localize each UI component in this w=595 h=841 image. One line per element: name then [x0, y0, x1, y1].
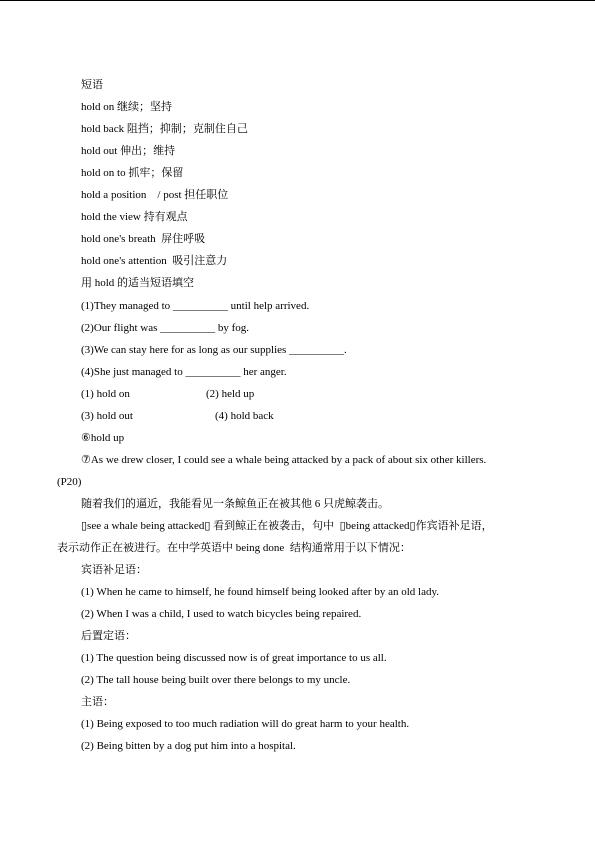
- usage-label: 主语：: [81, 696, 114, 708]
- phrase-item: hold on to 抓牢；保留: [81, 167, 184, 179]
- answer-3: (3) hold out: [81, 410, 133, 422]
- exercise-question: (2)Our flight was __________ by fog.: [81, 322, 250, 334]
- usage-example: (2) When I was a child, I used to watch bicycles being repaired.: [81, 608, 362, 620]
- phrases-heading: 短语: [81, 79, 103, 91]
- usage-example: (2) The tall house being built over there belongs to my uncle.: [81, 674, 351, 686]
- phrase-item: hold the view 持有观点: [81, 211, 188, 223]
- usage-label: 后置定语：: [81, 630, 136, 642]
- phrase-item: hold a position / post 担任职位: [81, 189, 229, 201]
- page-reference: (P20): [57, 476, 82, 488]
- usage-label: 宾语补足语：: [81, 564, 147, 576]
- answer-4: (4) hold back: [215, 410, 274, 422]
- exercise-question: (1)They managed to __________ until help arrived.: [81, 300, 310, 312]
- answer-6: ⑥hold up: [81, 432, 125, 444]
- exercise-question: (3)We can stay here for as long as our supplies __________.: [81, 344, 347, 356]
- phrase-item: hold back 阻挡；抑制；克制住自己: [81, 123, 248, 135]
- top-rule: [0, 0, 595, 1]
- phrase-item: hold on 继续；坚持: [81, 101, 173, 113]
- phrase-item: hold one's breath 屏住呼吸: [81, 233, 206, 245]
- answer-2: (2) held up: [206, 388, 255, 400]
- usage-example: (1) When he came to himself, he found himself being looked after by an old lady.: [81, 586, 440, 598]
- example-sentence: ⑦As we drew closer, I could see a whale being attacked by a pack of about six other killers.: [81, 454, 487, 466]
- sentence-translation: 随着我们的逼近，我能看见一条鲸鱼正在被其他 6 只虎鲸袭击。: [81, 498, 389, 510]
- phrase-item: hold out 伸出；维持: [81, 145, 176, 157]
- usage-example: (1) Being exposed to too much radiation will do great harm to your health.: [81, 718, 410, 730]
- analysis-line: ▯see a whale being attacked▯ 看到鲸正在被袭击，句中 ▯being attacked▯作宾语补足语，: [81, 520, 493, 532]
- phrase-item: hold one's attention 吸引注意力: [81, 255, 228, 267]
- usage-example: (2) Being bitten by a dog put him into a hospital.: [81, 740, 296, 752]
- exercise-instruction: 用 hold 的适当短语填空: [81, 277, 195, 289]
- usage-example: (1) The question being discussed now is of great importance to us all.: [81, 652, 387, 664]
- exercise-question: (4)She just managed to __________ her anger.: [81, 366, 287, 378]
- answer-1: (1) hold on: [81, 388, 130, 400]
- analysis-line: 表示动作正在被进行。在中学英语中 being done 结构通常用于以下情况：: [57, 542, 411, 554]
